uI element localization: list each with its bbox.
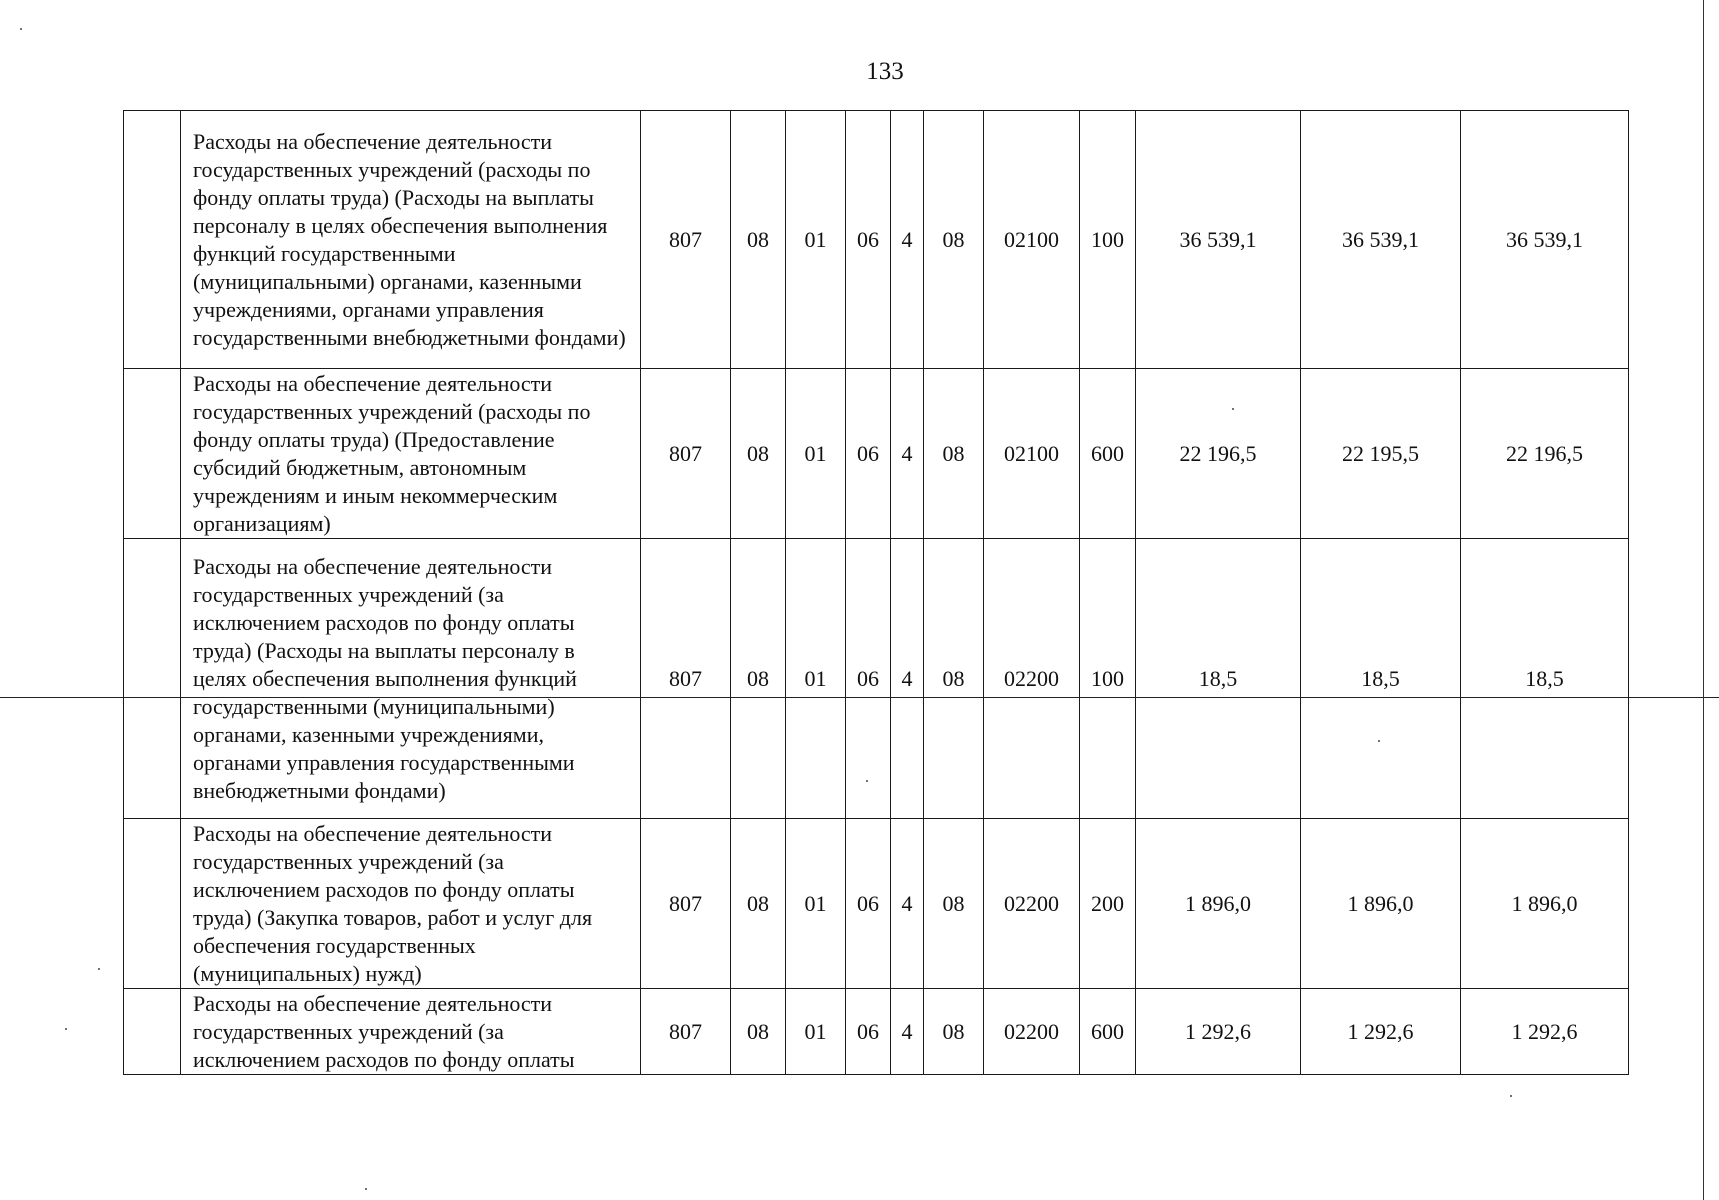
code-cell: 600 bbox=[1080, 369, 1136, 539]
amount-cell: 1 896,0 bbox=[1136, 819, 1301, 989]
amount-cell: 36 539,1 bbox=[1461, 111, 1629, 369]
code-cell: 06 bbox=[846, 989, 891, 1075]
row-description: Расходы на обеспечение деятельности государственных учреждений (за исключением расходов по фонду оплаты труда) (Расходы на выплаты персоналу в целях обеспечения выполнения функций государственными (муниципальными) органами, казенными учреждениями, органами управления государственными внебюджетными фондами) bbox=[181, 539, 641, 819]
code-cell: 08 bbox=[924, 989, 984, 1075]
code-cell: 02200 bbox=[984, 819, 1080, 989]
code-cell: 08 bbox=[731, 111, 786, 369]
amount-cell: 18,5 bbox=[1136, 539, 1301, 819]
page-number: 133 bbox=[866, 58, 904, 85]
row-index-cell bbox=[124, 111, 181, 369]
row-index-cell bbox=[124, 369, 181, 539]
code-cell: 807 bbox=[641, 989, 731, 1075]
code-cell: 08 bbox=[924, 111, 984, 369]
code-cell: 08 bbox=[731, 989, 786, 1075]
code-cell: 01 bbox=[786, 111, 846, 369]
row-description: Расходы на обеспечение деятельности государственных учреждений (за исключением расходов по фонду оплаты bbox=[181, 989, 641, 1075]
amount-cell: 22 196,5 bbox=[1461, 369, 1629, 539]
code-cell: 02100 bbox=[984, 369, 1080, 539]
code-cell: 08 bbox=[731, 819, 786, 989]
code-cell: 01 bbox=[786, 989, 846, 1075]
scan-speck bbox=[365, 1188, 367, 1190]
code-cell: 4 bbox=[891, 989, 924, 1075]
code-cell: 4 bbox=[891, 819, 924, 989]
scan-speck bbox=[20, 28, 22, 30]
budget-table bbox=[123, 110, 1629, 1075]
scan-speck bbox=[1510, 1095, 1512, 1097]
row-description: Расходы на обеспечение деятельности государственных учреждений (за исключением расходов по фонду оплаты труда) (Закупка товаров, работ и услуг для обеспечения государственных (муниципальных) нужд) bbox=[181, 819, 641, 989]
code-cell: 100 bbox=[1080, 539, 1136, 819]
amount-cell: 36 539,1 bbox=[1301, 111, 1461, 369]
amount-cell: 1 292,6 bbox=[1461, 989, 1629, 1075]
code-cell: 01 bbox=[786, 369, 846, 539]
amount-cell: 36 539,1 bbox=[1136, 111, 1301, 369]
row-index-cell bbox=[124, 819, 181, 989]
row-description: Расходы на обеспечение деятельности государственных учреждений (расходы по фонду оплаты труда) (Расходы на выплаты персоналу в целях обеспечения выполнения функций государственными (муниципальными) органами, казенными учреждениями, органами управления государственными внебюджетными фондами) bbox=[181, 111, 641, 369]
code-cell: 807 bbox=[641, 369, 731, 539]
row-description: Расходы на обеспечение деятельности государственных учреждений (расходы по фонду оплаты труда) (Предоставление субсидий бюджетным, автономным учреждениям и иным некоммерческим организациям) bbox=[181, 369, 641, 539]
code-cell: 4 bbox=[891, 111, 924, 369]
amount-cell: 1 896,0 bbox=[1461, 819, 1629, 989]
code-cell: 08 bbox=[731, 539, 786, 819]
code-cell: 600 bbox=[1080, 989, 1136, 1075]
row-index-cell bbox=[124, 539, 181, 819]
scan-page-edge bbox=[1703, 0, 1704, 1200]
row-index-cell bbox=[124, 989, 181, 1075]
code-cell: 06 bbox=[846, 369, 891, 539]
code-cell: 08 bbox=[924, 539, 984, 819]
code-cell: 200 bbox=[1080, 819, 1136, 989]
amount-cell: 1 292,6 bbox=[1301, 989, 1461, 1075]
code-cell: 08 bbox=[731, 369, 786, 539]
amount-cell: 18,5 bbox=[1461, 539, 1629, 819]
code-cell: 06 bbox=[846, 111, 891, 369]
code-cell: 06 bbox=[846, 819, 891, 989]
scan-speck bbox=[65, 1028, 67, 1030]
table-row bbox=[124, 989, 1629, 1075]
table-row bbox=[124, 539, 1629, 819]
code-cell: 01 bbox=[786, 539, 846, 819]
amount-cell: 18,5 bbox=[1301, 539, 1461, 819]
code-cell: 02100 bbox=[984, 111, 1080, 369]
code-cell: 807 bbox=[641, 111, 731, 369]
code-cell: 4 bbox=[891, 369, 924, 539]
table-row bbox=[124, 369, 1629, 539]
scan-speck bbox=[1378, 740, 1380, 742]
amount-cell: 22 196,5 bbox=[1136, 369, 1301, 539]
code-cell: 02200 bbox=[984, 989, 1080, 1075]
table-row bbox=[124, 819, 1629, 989]
code-cell: 08 bbox=[924, 369, 984, 539]
code-cell: 100 bbox=[1080, 111, 1136, 369]
code-cell: 06 bbox=[846, 539, 891, 819]
scan-speck bbox=[866, 780, 868, 782]
code-cell: 4 bbox=[891, 539, 924, 819]
amount-cell: 22 195,5 bbox=[1301, 369, 1461, 539]
code-cell: 01 bbox=[786, 819, 846, 989]
scan-speck bbox=[1232, 408, 1234, 410]
amount-cell: 1 896,0 bbox=[1301, 819, 1461, 989]
budget-table-container bbox=[123, 110, 1628, 1075]
code-cell: 02200 bbox=[984, 539, 1080, 819]
code-cell: 807 bbox=[641, 539, 731, 819]
table-row bbox=[124, 111, 1629, 369]
scan-fold-line bbox=[0, 697, 1719, 698]
code-cell: 807 bbox=[641, 819, 731, 989]
amount-cell: 1 292,6 bbox=[1136, 989, 1301, 1075]
scan-speck bbox=[98, 968, 100, 970]
code-cell: 08 bbox=[924, 819, 984, 989]
